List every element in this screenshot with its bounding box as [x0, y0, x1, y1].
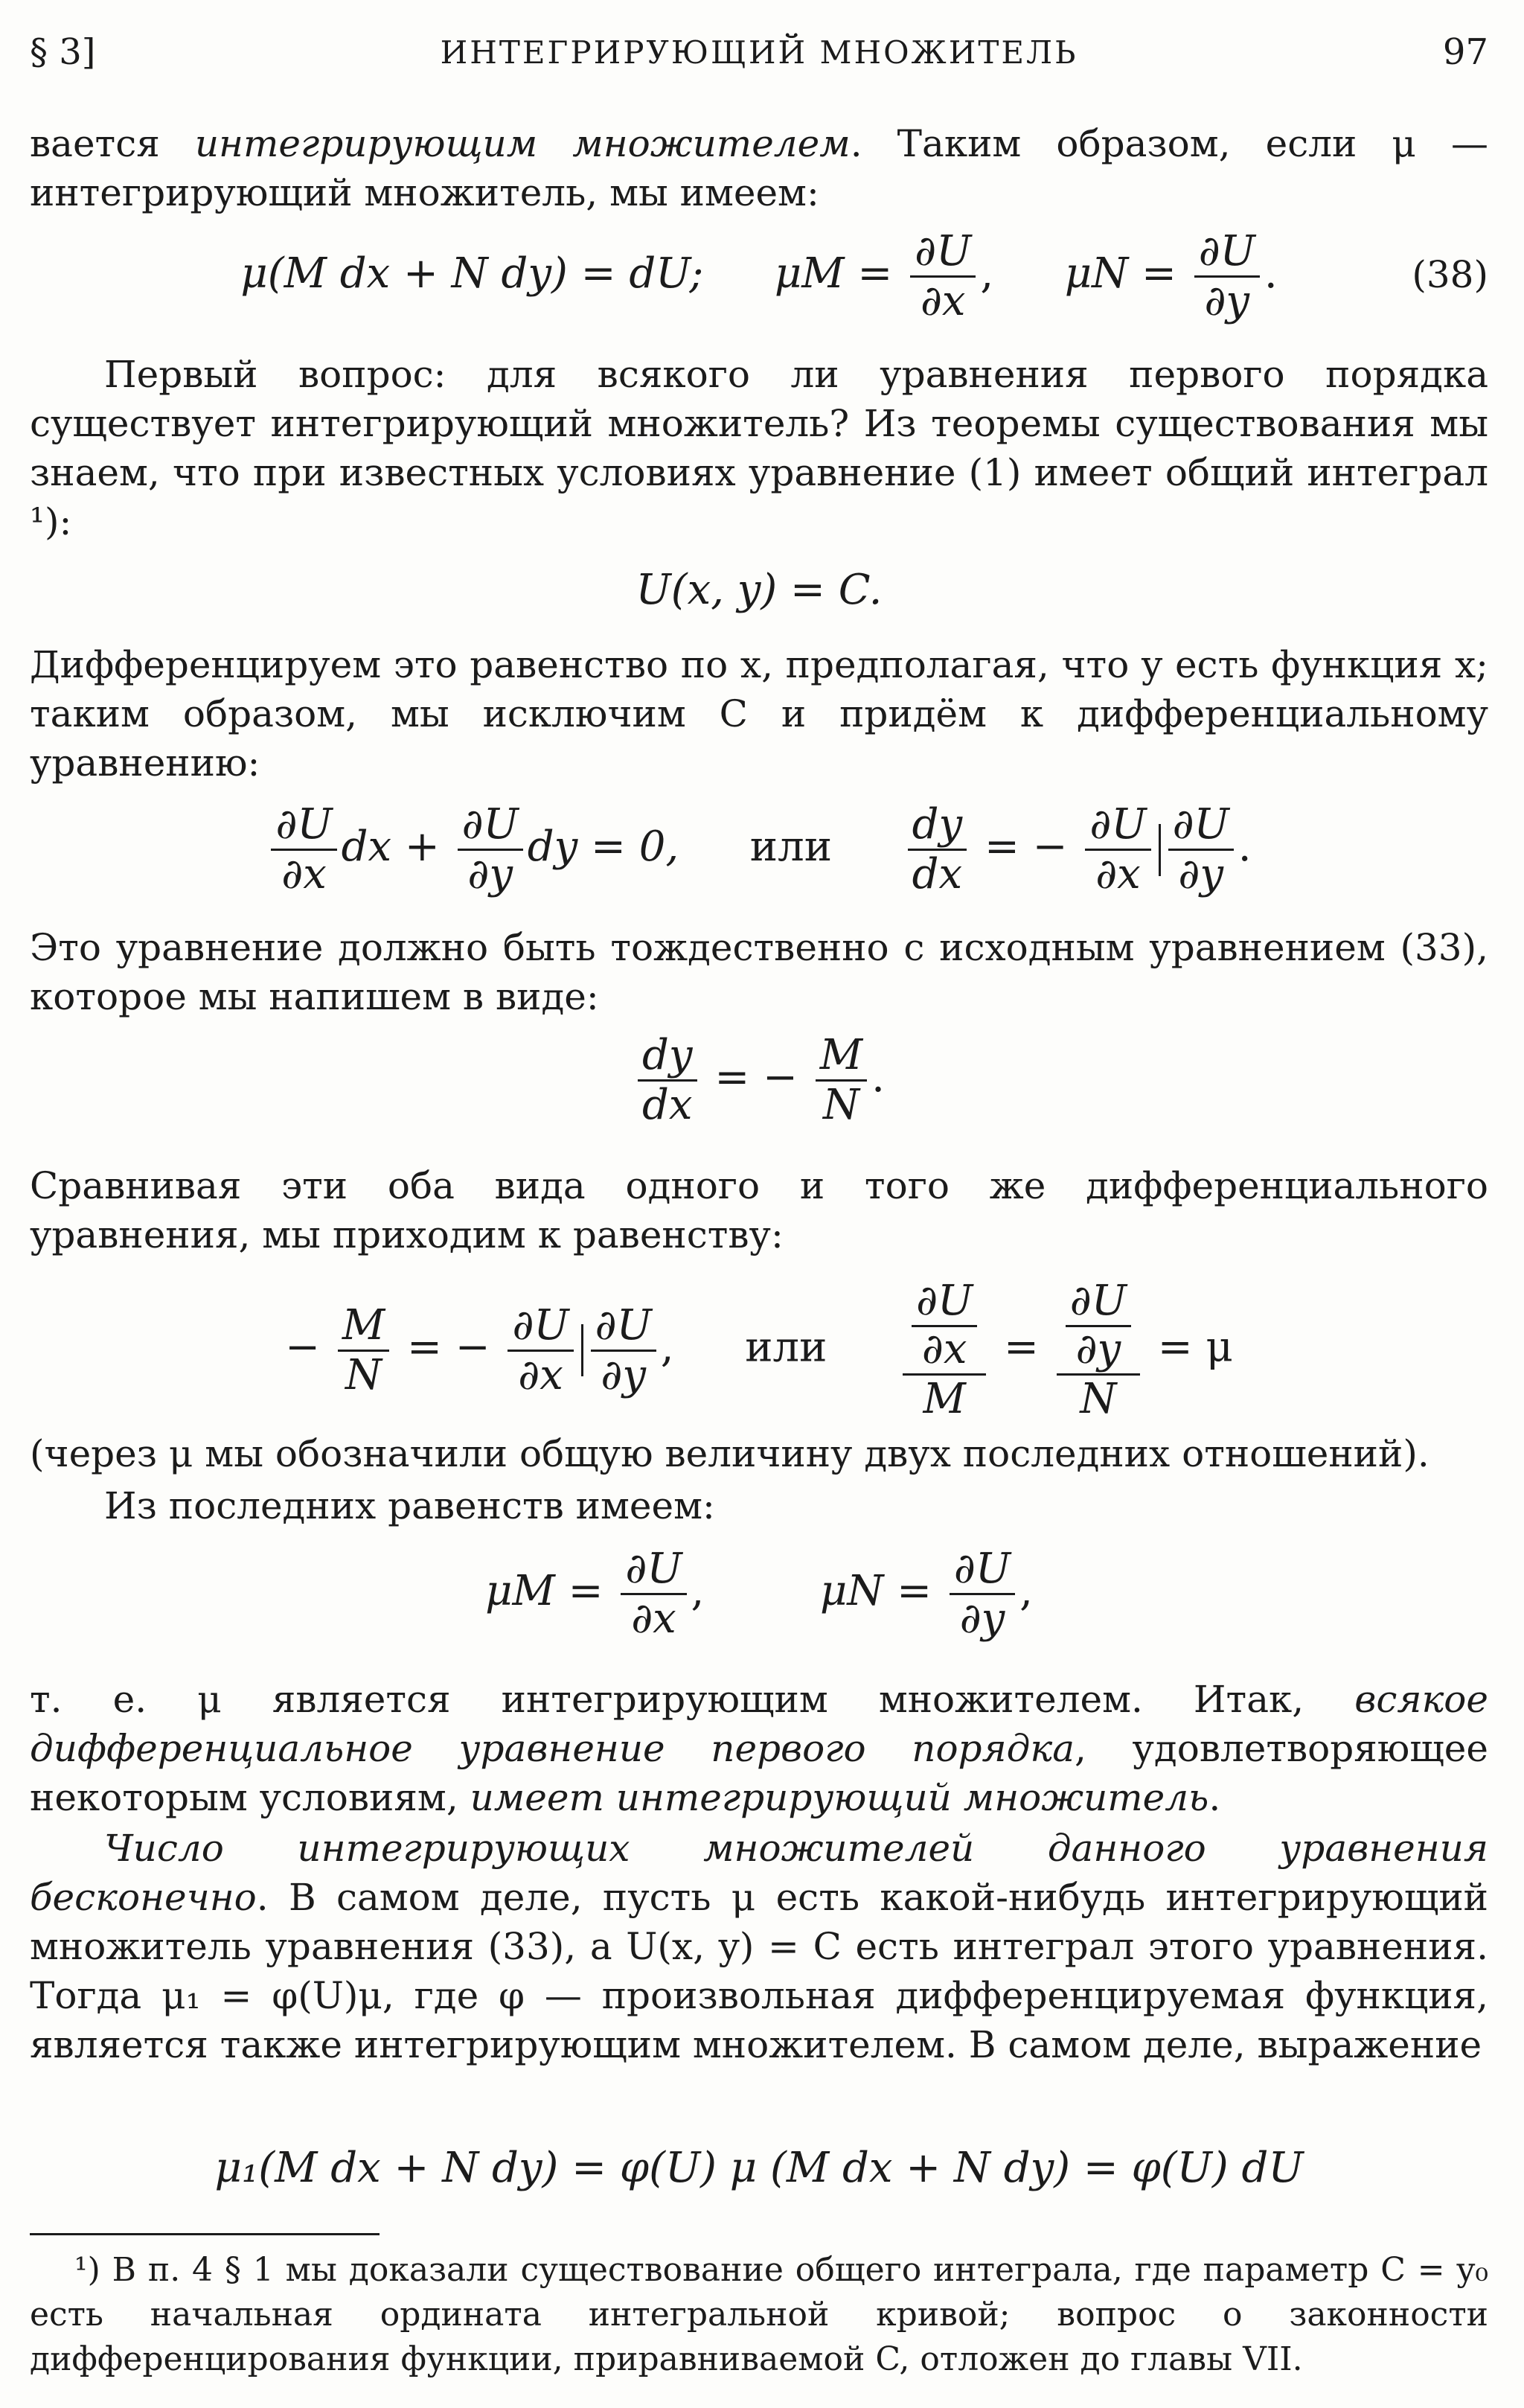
- section-ref: § 3]: [30, 31, 96, 73]
- equation-body: [30, 1545, 1488, 1643]
- footnote-rule: [30, 2233, 380, 2235]
- eq-part: = −: [407, 1323, 490, 1372]
- equation-number: (38): [1412, 253, 1488, 296]
- equation-comparison: [30, 1265, 1488, 1423]
- punct: .: [1264, 249, 1278, 298]
- equation-body: μ₁(M dx + N dy) = φ(U) μ (M dx + N dy) = φ(U) dU: [214, 2144, 1304, 2192]
- denominator: N: [1080, 1375, 1117, 1423]
- footnote: ¹) В п. 4 § 1 мы доказали существование общего интеграла, где параметр C = y₀ есть начальная ордината интегральной кривой; вопрос о законности дифференцирования функции, приравниваемой C, отложен до главы VII.: [30, 2251, 1488, 2378]
- text: . Таким образом, если μ — интегрирующий множитель, мы имеем:: [30, 122, 1488, 214]
- numerator: ∂U: [1066, 1280, 1131, 1327]
- numerator: dy: [638, 1035, 697, 1082]
- numerator: ∂U: [912, 1280, 977, 1327]
- denominator: ∂x: [518, 1350, 563, 1399]
- text: т. е. μ является интегрирующим множителем. Итак,: [30, 1678, 1355, 1721]
- fraction: [1194, 227, 1260, 325]
- text: вается: [30, 122, 195, 165]
- numerator: ∂U: [271, 804, 336, 851]
- equation-body: [30, 1031, 1488, 1129]
- eq-part: μN =: [819, 1567, 932, 1615]
- denominator: dx: [642, 1081, 693, 1129]
- eq-part: μM =: [485, 1567, 603, 1615]
- numerator: ∂U: [1194, 231, 1260, 278]
- equation-dydx: [30, 1031, 1488, 1131]
- paragraph-3: Дифференцируем это равенство по x, предполагая, что y есть функция x; таким образом, мы исключим C и придём к дифференциальному уравнению:: [30, 643, 1488, 785]
- numerator: dy: [908, 804, 967, 851]
- paragraph-5: Сравнивая эти оба вида одного и того же дифференциального уравнения, мы приходим к равенству:: [30, 1164, 1488, 1256]
- fraction: [338, 1300, 389, 1399]
- eq-part: dy = 0,: [527, 823, 679, 871]
- punct: .: [1238, 823, 1252, 871]
- denominator: ∂x: [281, 850, 327, 898]
- divider-bar: [581, 1324, 583, 1376]
- paragraph-1: [30, 119, 1488, 217]
- fraction: [621, 1545, 686, 1643]
- numerator: [903, 1277, 986, 1376]
- numerator: M: [338, 1305, 389, 1352]
- text: . В самом деле, пусть μ есть какой-нибудь интегрирующий множитель уравнения (33), а U(x, y) = C есть интеграл этого уравнения. Тогда μ₁ = φ(U)μ, где φ — произвольная дифференцируемая функция, является также интегрирующим множителем. В самом деле, выражение: [30, 1876, 1488, 2066]
- fraction: [271, 800, 336, 898]
- paragraph-8: [30, 1675, 1488, 1822]
- fraction: [816, 1031, 867, 1129]
- fraction: [908, 800, 967, 898]
- equation-38: [30, 227, 1488, 325]
- numerator: ∂U: [591, 1305, 656, 1352]
- denominator: dx: [912, 850, 963, 898]
- numerator: ∂U: [621, 1548, 686, 1595]
- paragraph-4: Это уравнение должно быть тождественно с исходным уравнением (33), которое мы напишем в виде:: [30, 926, 1488, 1018]
- running-header: [30, 31, 1488, 83]
- denominator: N: [822, 1081, 859, 1129]
- equation-body: U(x, y) = C.: [635, 566, 883, 614]
- fraction: [458, 800, 523, 898]
- numerator: ∂U: [1085, 804, 1150, 851]
- eq-part: −: [285, 1323, 321, 1372]
- fraction: [1085, 800, 1150, 898]
- paragraph-9: [30, 1824, 1488, 2069]
- punct: ,: [1019, 1567, 1033, 1615]
- equation-differential: [30, 800, 1488, 901]
- inner-fraction: [912, 1277, 977, 1373]
- denominator: ∂x: [920, 277, 966, 325]
- compound-fraction: [1057, 1277, 1140, 1423]
- numerator: ∂U: [458, 804, 523, 851]
- page-number: 97: [1442, 31, 1488, 73]
- emphasis: интегрирующим множителем: [194, 122, 851, 165]
- numerator: ∂U: [1168, 804, 1234, 851]
- fraction: [638, 1031, 697, 1129]
- punct: ,: [660, 1323, 674, 1372]
- divider-bar: [1159, 824, 1161, 876]
- inner-fraction: [1066, 1277, 1131, 1373]
- fraction: [910, 227, 976, 325]
- denominator: ∂x: [631, 1594, 676, 1643]
- denominator: ∂y: [467, 850, 513, 898]
- punct: .: [871, 1053, 885, 1102]
- paragraph-2: Первый вопрос: для всякого ли уравнения первого порядка существует интегрирующий множитель? Из теоремы существования мы знаем, что при известных условиях уравнение (1) имеет общий интеграл ¹):: [30, 353, 1488, 543]
- eq-part: = −: [984, 823, 1068, 871]
- book-page: [30, 0, 1488, 2408]
- denominator: N: [345, 1350, 382, 1399]
- text: .: [1208, 1776, 1221, 1819]
- fraction: [508, 1300, 573, 1399]
- eq-part: μN =: [1064, 249, 1176, 298]
- denominator: ∂x: [1095, 850, 1141, 898]
- equation-body: [30, 227, 1488, 325]
- eq-part: = −: [714, 1053, 798, 1102]
- denominator: ∂y: [959, 1594, 1005, 1643]
- equation-body: [30, 1277, 1488, 1423]
- fraction: [1168, 800, 1234, 898]
- eq-part: μM =: [774, 249, 893, 298]
- text: , удовлетворяющее некоторым условиям,: [30, 1727, 1488, 1819]
- conjunction: или: [749, 823, 833, 871]
- emphasis: имеет интегрирующий множитель: [470, 1776, 1209, 1819]
- numerator: M: [816, 1035, 867, 1082]
- eq-part: = μ: [1157, 1323, 1233, 1372]
- paragraph-7: Из последних равенств имеем:: [104, 1484, 715, 1527]
- punct: ,: [980, 249, 994, 298]
- numerator: ∂U: [910, 231, 976, 278]
- emphasis: всякое дифференциальное уравнение первого порядка: [30, 1678, 1488, 1770]
- equation-body: [30, 800, 1488, 898]
- emphasis: Число интегрирующих множителей данного уравнения бесконечно: [30, 1827, 1488, 1919]
- equation-mu: [30, 1545, 1488, 1645]
- punct: ,: [691, 1567, 705, 1615]
- denominator: M: [923, 1375, 966, 1423]
- numerator: ∂U: [950, 1548, 1015, 1595]
- fraction: [950, 1545, 1015, 1643]
- paragraph-6: (через μ мы обозначили общую величину двух последних отношений).: [30, 1432, 1429, 1475]
- denominator: ∂y: [1204, 277, 1250, 325]
- eq-part: dx +: [341, 823, 440, 871]
- numerator: [1057, 1277, 1140, 1376]
- compound-fraction: [903, 1277, 986, 1423]
- conjunction: или: [745, 1323, 827, 1372]
- denominator: ∂x: [921, 1325, 967, 1373]
- fraction: [591, 1300, 656, 1399]
- numerator: ∂U: [508, 1305, 573, 1352]
- eq-part: =: [1004, 1323, 1039, 1372]
- denominator: ∂y: [1075, 1325, 1121, 1373]
- denominator: ∂y: [601, 1350, 646, 1399]
- running-title: ИНТЕГРИРУЮЩИЙ МНОЖИТЕЛЬ: [440, 34, 1078, 71]
- eq-part: μ(M dx + N dy) = dU;: [240, 249, 704, 298]
- denominator: ∂y: [1178, 850, 1223, 898]
